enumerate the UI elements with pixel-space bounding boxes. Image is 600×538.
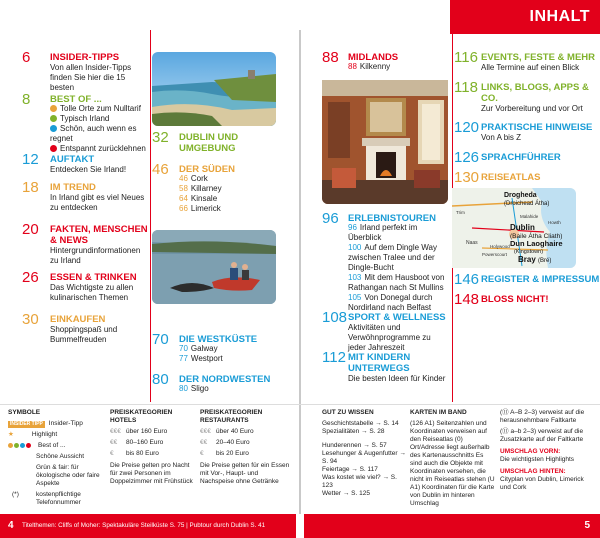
list-item: 96 Irland perfekt im Überblick: [348, 223, 418, 242]
entry-heading: INSIDER-TIPPS: [50, 52, 120, 63]
page-number: 126: [454, 149, 480, 166]
entry-description: Shoppingspaß und Bummelfreuden: [50, 325, 118, 344]
cover-topics: Titelthemen: Cliffs of Moher: Spektakuläre Steilküste S. 75 | Pubtour durch Dublin S. 41: [22, 522, 266, 529]
entry-description: Zur Vorbereitung und vor Ort: [481, 104, 583, 113]
entry-description: Hintergrundinformationen zu Irland: [50, 246, 141, 265]
entry-description: Aktivitäten und Verwöhnprogramme zu jeder Jahreszeit: [348, 323, 431, 352]
sub-list: [179, 174, 222, 214]
entry-heading: FAKTEN, MENSCHEN & NEWS: [50, 224, 148, 246]
page-title: INHALT: [529, 8, 590, 25]
page-number: 70: [152, 331, 169, 348]
list-item: 103 Mit dem Hausboot von Rathangan nach St Mullins: [348, 273, 445, 292]
toc-entry-best-of[interactable]: [22, 91, 147, 153]
orange-dot-icon: [50, 105, 57, 112]
toc-entry-praktische-hinweise[interactable]: [454, 120, 600, 146]
legend-panel: [0, 404, 600, 514]
toc-entry-links[interactable]: [454, 80, 600, 116]
page-number: 130: [454, 169, 480, 186]
svg-text:Malahide: Malahide: [520, 214, 539, 219]
toc-entry-register[interactable]: [454, 272, 600, 290]
toc-entry-einkaufen[interactable]: [22, 312, 147, 344]
svg-text:Drogheda: Drogheda: [504, 192, 537, 199]
entry-heading: DIE WESTKÜSTE: [179, 334, 258, 345]
toc-entry-events[interactable]: [454, 50, 600, 76]
list-item: 100 Auf dem Dingle Way zwischen Tralee und der Dingle-Bucht: [348, 243, 437, 272]
svg-text:Bray: Bray: [518, 255, 536, 264]
entry-description: Von allen Insider-Tipps finden Sie hier die 15 besten: [50, 63, 132, 92]
page-number: 148: [454, 291, 480, 308]
entry-heading: EVENTS, FESTE & MEHR: [481, 52, 596, 63]
svg-text:Powerscourt: Powerscourt: [482, 252, 508, 257]
toc-entry-insider-tipps[interactable]: [22, 49, 147, 92]
toc-entry-essen[interactable]: [22, 270, 147, 302]
list-item: 58 Killarney: [179, 184, 222, 193]
svg-text:(Droichead Átha): (Droichead Átha): [504, 201, 550, 207]
svg-text:(Kingstown): (Kingstown): [514, 249, 544, 255]
list-item: 46 Cork: [179, 174, 208, 183]
entry-heading: LINKS, BLOGS, APPS & CO.: [481, 82, 589, 104]
entry-heading: DER NORDWESTEN: [179, 374, 271, 385]
list-item: 88 Kilkenny: [348, 62, 391, 71]
green-dot-icon: [50, 115, 57, 122]
page-number: 88: [322, 49, 339, 66]
list-item: Schön, auch wenn es regnet: [50, 124, 137, 143]
page-number-right: 5: [584, 520, 590, 531]
entry-heading: PRAKTISCHE HINWEISE: [481, 122, 593, 133]
list-item: 70 Galway: [179, 344, 218, 353]
toc-entry-sport[interactable]: [322, 309, 452, 352]
entry-description: Von A bis Z: [481, 133, 522, 142]
entry-heading: ERLEBNISTOUREN: [348, 213, 436, 224]
photo-boat-whale: [152, 230, 276, 304]
best-of-list: [50, 104, 150, 154]
entry-heading: EINKAUFEN: [50, 314, 106, 325]
toc-entry-dublin[interactable]: [152, 130, 297, 158]
entry-heading: SPRACHFÜHRER: [481, 152, 561, 163]
page-number: 116: [454, 49, 478, 66]
toc-entry-kinder[interactable]: [322, 350, 452, 390]
entry-heading: BEST OF ...: [50, 94, 102, 105]
page-number: 8: [22, 91, 31, 108]
page-number: 26: [22, 269, 39, 286]
list-item: 77 Westport: [179, 354, 223, 363]
legend-hotels: PREISKATEGORIEN HOTELS €€€ über 160 Euro €€ 80–160 Euro € bis 80 Euro Die Preise gelten pro Nacht für zwei Personen im Doppelzimmer mit Frühstück: [110, 409, 193, 485]
legend-symbole: SYMBOLE INSIDER TIPP Insider-Tipp ★ Highlight Best of ... Schöne Aussicht Grün & fair: für ökologische oder faire Aspekte (*) kostenpflichtige Telefonnummer: [8, 409, 100, 506]
red-dot-icon: [50, 145, 57, 152]
svg-text:(Baile Átha Cliath): (Baile Átha Cliath): [510, 233, 563, 240]
svg-text:Dun Laoghaire: Dun Laoghaire: [510, 239, 563, 248]
svg-text:Naas: Naas: [466, 240, 478, 246]
legend-umschlag: (⑪ A–B 2–3) verweist auf die herausnehmbare Faltkarte (⑪ a–b 2–3) verweist auf die Zusatzkarte auf der Faltkarte UMSCHLAG VORN: Die wichtigsten Highlights UMSCHLAG HINTEN: Cityplan von Dublin, Limerick und Cork: [500, 409, 585, 491]
toc-entry-fakten[interactable]: [22, 221, 148, 265]
top-bar: [0, 0, 600, 34]
entry-heading: DER SÜDEN: [179, 164, 235, 175]
list-item: 80 Sligo: [179, 384, 209, 393]
entry-description: Entdecken Sie Irland!: [50, 165, 127, 174]
toc-entry-sueden[interactable]: [152, 162, 297, 222]
blue-dot-icon: [50, 125, 57, 132]
sub-list: [179, 344, 223, 364]
list-item: 66 Limerick: [179, 204, 221, 213]
toc-entry-im-trend[interactable]: [22, 180, 147, 212]
insider-tip-icon: INSIDER TIPP: [10, 421, 43, 427]
toc-entry-auftakt[interactable]: [22, 152, 147, 176]
entry-heading: REGISTER & IMPRESSUM: [481, 274, 600, 285]
list-item: Typisch Irland: [50, 114, 150, 124]
page-number: 12: [22, 151, 39, 168]
dots-icon: [8, 442, 34, 449]
entry-description: Das Wichtigste zu allen kulinarischen Themen: [50, 283, 134, 302]
toc-entry-westkueste[interactable]: [152, 332, 297, 370]
entry-heading: REISEATLAS: [481, 172, 541, 183]
entry-heading: ESSEN & TRINKEN: [50, 272, 137, 283]
entry-heading: SPORT & WELLNESS: [348, 312, 446, 323]
toc-entry-erlebnistouren[interactable]: [322, 210, 452, 312]
page-number-left: 4: [8, 520, 14, 531]
page-number: 108: [322, 309, 348, 326]
entry-heading: AUFTAKT: [50, 154, 95, 165]
page-number: 30: [22, 311, 39, 328]
svg-text:Howth: Howth: [548, 220, 561, 225]
legend-restaurants: PREISKATEGORIEN RESTAURANTS €€€ über 40 Euro €€ 20–40 Euro € bis 20 Euro Die Preise gelten für ein Essen mit Vor-, Haupt- und Nachspeise ohne Getränke: [200, 409, 290, 485]
legend-gut-zu-wissen: GUT ZU WISSEN Geschichtstabelle → S. 14 Spezialitäten → S. 28 Hunderennen → S. 57 Lesehunger & Augenfutter → S. 94 Feiertage → S. 117 Was kostet wie viel? → S. 123 Wetter → S. 125: [322, 409, 406, 497]
svg-text:Trim: Trim: [456, 210, 465, 215]
page-number: 20: [22, 221, 39, 238]
entry-heading: MIDLANDS: [348, 52, 399, 63]
sub-list: [348, 62, 390, 72]
page-number: 112: [322, 349, 346, 366]
list-item: Tolle Orte zum Nulltarif: [50, 104, 150, 114]
entry-heading: DUBLIN UND UMGEBUNG: [179, 132, 239, 154]
entry-description: Die besten Ideen für Kinder: [348, 374, 446, 383]
list-item: 105 Von Donegal durch Nordirland nach Belfast: [348, 293, 433, 312]
page-number: 120: [454, 119, 480, 136]
photo-coast-castle: [152, 52, 276, 126]
toc-entry-bloss-nicht[interactable]: [454, 292, 600, 310]
photo-castle-interior: [322, 80, 448, 204]
svg-text:Dublin: Dublin: [510, 223, 535, 232]
sub-list: [348, 223, 448, 313]
page-number: 118: [454, 79, 478, 96]
toc-entry-reiseatlas[interactable]: [454, 170, 600, 188]
column-divider: [150, 30, 151, 402]
entry-heading: MIT KINDERN UNTERWEGS: [348, 352, 411, 374]
star-icon: ★: [8, 431, 14, 438]
list-item: Entspannt zurücklehnen: [50, 144, 150, 154]
entry-description: Alle Termine auf einen Blick: [481, 63, 580, 72]
footer-bar: [0, 514, 600, 538]
entry-heading: BLOSS NICHT!: [481, 294, 549, 305]
page-number: 6: [22, 49, 31, 66]
legend-karten: KARTEN IM BAND (126 A1) Seitenzahlen und Koordinaten verweisen auf den Reiseatlas (0) Ort/Adresse liegt außerhalb des Kartenausschnitts Es sind auch die Objekte mit Koordinaten versehen, die nicht im Reiseatlas stehen (U A1) Koordinaten für die Karte von Dublin im hinteren Umschlag: [410, 409, 495, 507]
toc-entry-midlands[interactable]: [322, 50, 447, 76]
page-number: 46: [152, 161, 169, 178]
phone-icon: (*): [12, 491, 19, 498]
svg-text:(Bré): (Bré): [538, 258, 552, 264]
page-number: 146: [454, 271, 480, 288]
list-item: 64 Kinsale: [179, 194, 218, 203]
sub-list: [179, 384, 209, 394]
svg-text:Holywood: Holywood: [490, 244, 510, 249]
toc-entry-sprachfuehrer[interactable]: [454, 150, 600, 168]
map-thumbnail: [452, 188, 576, 268]
page-number: 18: [22, 179, 39, 196]
page-number: 32: [152, 129, 169, 146]
page-number: 80: [152, 371, 169, 388]
page-number: 96: [322, 210, 339, 227]
toc-entry-nordwesten[interactable]: [152, 372, 297, 400]
entry-heading: IM TREND: [50, 182, 96, 193]
entry-description: In Irland gibt es viel Neues zu entdecken: [50, 193, 145, 212]
